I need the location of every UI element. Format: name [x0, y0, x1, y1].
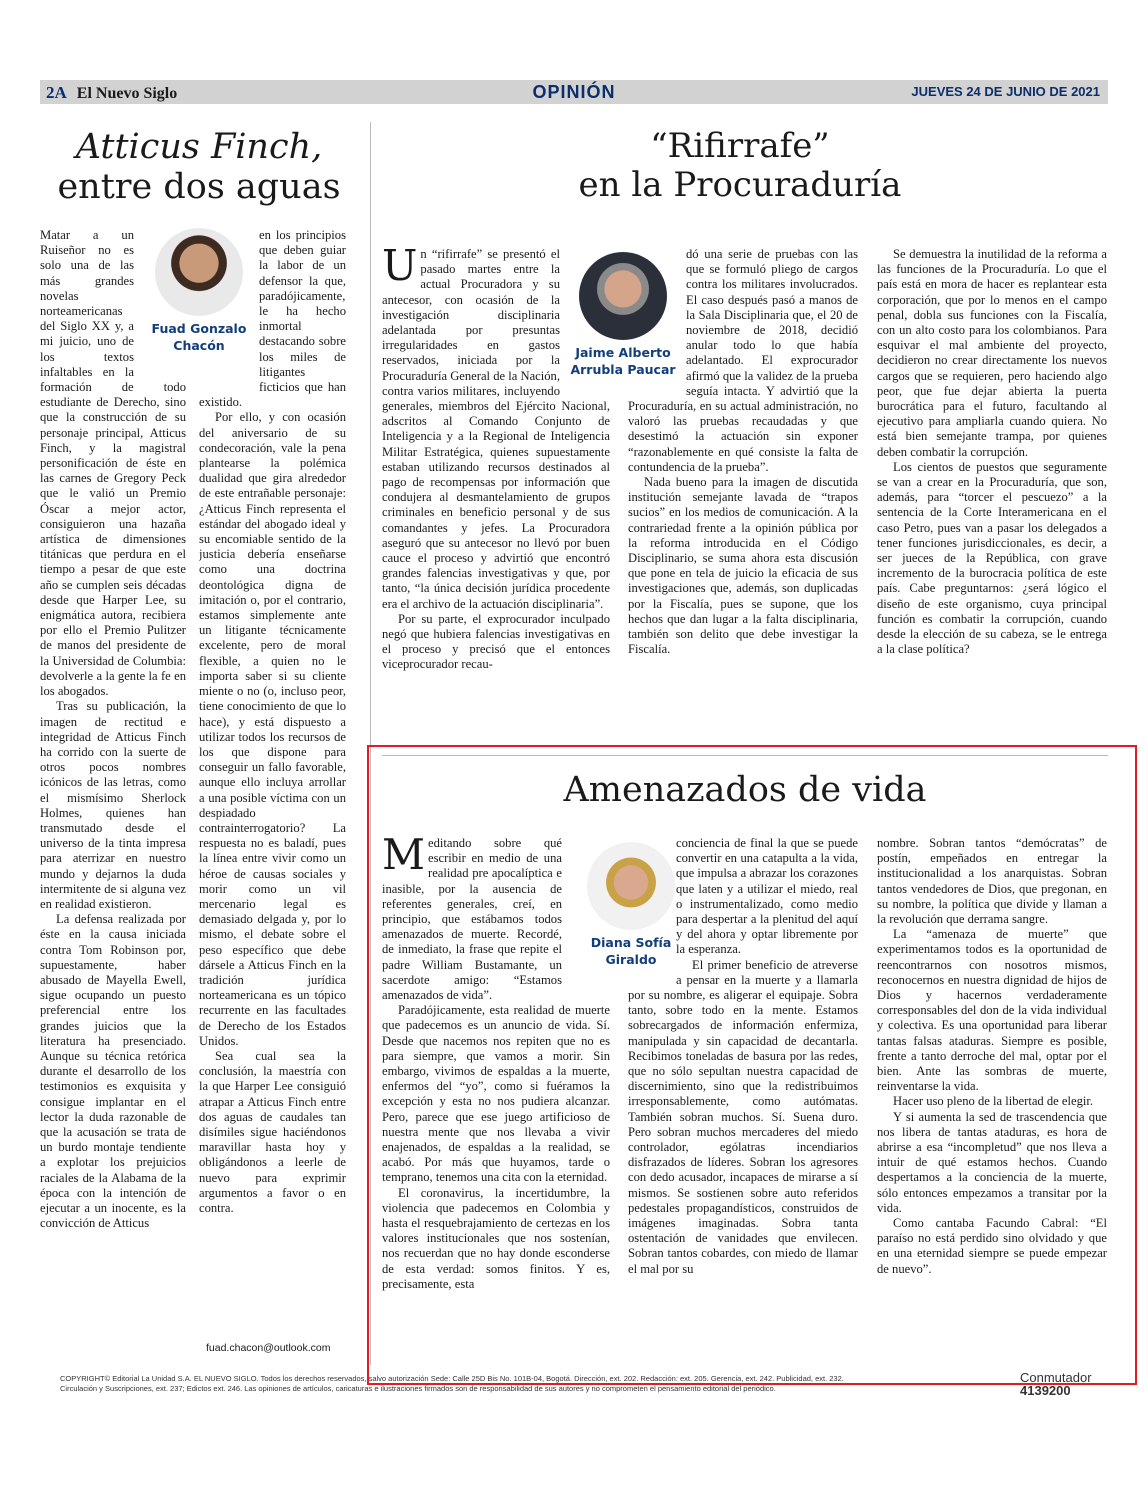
article-2-title-line2: en la Procuraduría: [578, 165, 902, 206]
paragraph: Nada bueno para la imagen de discutida institución semejante lavada de “trapos sucios” en los medios de comunicación. A la contrariedad frente a la opinión pública por la reforma introducida en el Código Disciplinario, se suma ahora esta discusión que pone en tela de juicio la eficacia de sus investigaciones que, además, son duplicadas por la Fiscalía, pues se supone, que los hechos que dan lugar a la falta disciplinaria, también son delito que debe investigar la Fiscalía.: [628, 475, 858, 657]
paragraph: Paradójicamente, esta realidad de muerte que padecemos es un anuncio de vida. Sí. Desde que nacemos nos repiten que no es para siempre, que vamos a morir. Sin embargo, vivimos de espaldas a la muerte, enfermos del “yo”, como si fuéramos la excepción y esta no nos pudiera alcanzar. Pero, parece que ese juego artificioso de nuestra mente que nos llevaba a vivir enajenados, de espaldas a la realidad, se acabó. Por más que huyamos, tarde o temprano, tenemos una cita con la eternidad.: [382, 1003, 610, 1185]
paragraph: Por ello, y con ocasión del aniversario de su condecoración, vale la pena plantearse la polémica dualidad que gira alrededor de este entrañable personaje: ¿Atticus Finch representa el estándar del abogado ideal y su encomiable sentido de la justicia debería enseñarse como una doctrina deontológica digna de imitación o, por el contrario, estamos simplemente ante un litigante técnicamente excelente, pero de moral flexible, a quien no le importa saber si su cliente miente o no (o, incluso peor, tiene conocimiento de que lo hace), y está dispuesto a utilizar todos los recursos de los que dispone para conseguir un fallo favorable, aunque ello incluya arrollar a una posible víctima con un despiadado contrainterrogatorio? La respuesta no es baladí, pues la línea entre vivir como un héroe de causas sociales y morir como un vil mercenario legal es demasiado delgada y, por lo mismo, el debate sobre el peso específico que debe dársele a Atticus Finch en la tradición jurídica norteamericana es un tópico recurrente en las facultades de Derecho de los Estados Unidos.: [199, 410, 346, 1048]
paragraph: El coronavirus, la incertidumbre, la violencia que padecemos en Colombia y hasta el resquebrajamiento de certezas en los valores institucionales que nos sostenían, nos recuerdan que no hay donde esconderse de esta verdad: somos finitos. Y es, precisamente, esta: [382, 1185, 610, 1291]
author-name-line1: Diana Sofía: [590, 935, 672, 950]
paragraph: nombre. Sobran tantos “demócratas” de postín, empeñados en entregar la institucionalidad a los anarquistas. Sobran tantos vendedores de Dios, que pregonan, en su nombre, la política que divide y llaman a la revolución que derrama sangre.: [877, 836, 1107, 927]
footer-line-2: Circulación y Suscripciones, ext. 237; Edictos ext. 246. Las opiniones de artículos, caricaturas e ilustraciones firmados son de responsabilidad de sus autores y no comprometen el pensamiento editorial del periódico.: [60, 1384, 776, 1393]
page-number: 2A: [46, 83, 67, 102]
paragraph: Un “rifirrafe” se presentó el pasado martes entre la actual Procuradora y su antecesor, con ocasión de la investigación disciplinaria adelantada por presuntas irregularidades en gastos reservados, iniciada por la Procuraduría General de la Nación, contra varios militares, incluyendo generales, miembros del Ejército Nacional, adscritos al Comando Conjunto de Inteligencia y a la Regional de Inteligencia Militar Estratégica, quienes supuestamente estaban utilizando recursos destinados al pago de recompensas por información que condujera al desmantelamiento de grupos criminales en beneficio personal y de sus comandantes y jefes. La Procuradora aseguró que su antecesor no llevó por buen cauce el proceso y advirtió que encontró grandes falencias investigativas y que, por tanto, “la única decisión jurídica procedente era el archivo de la actuación disciplinaria”.: [382, 247, 610, 611]
article-2-column-3: [877, 247, 1107, 725]
author-name-line2: Chacón: [173, 338, 225, 353]
paragraph: conciencia de final la que se puede convertir en una catapulta a la vida, que impulsa a abrazar los corazones que laten y a utilizar el miedo, real o instrumentalizado, como medio para despertar a la plenitud del aquí y del ahora y optar libremente por la esperanza.: [676, 836, 858, 957]
article-1-column-2: [199, 228, 346, 1338]
issue-date: JUEVES 24 DE JUNIO DE 2021: [911, 84, 1100, 99]
article-2-column-1: [382, 247, 610, 725]
paragraph: Y si aumenta la sed de trascendencia que nos libera de tantas ataduras, es hora de abrirse a esa “incompletud” que nos lleva a intuir de qué estamos hechos. Cuando despertamos a la conciencia de la muerte, sólo entonces empezamos a transitar por la vida.: [877, 1109, 1107, 1215]
paragraph: Como cantaba Facundo Cabral: “El paraíso no está perdido sino olvidado y que en una eternidad siempre se puede empezar de nuevo”.: [877, 1216, 1107, 1276]
paragraph: La defensa realizada por éste en la causa iniciada contra Tom Robinson por, supuestamente, haber abusado de Mayella Ewell, sigue ocupando un puesto preferencial entre los grandes juicios que la literatura ha presenciado. Aunque su técnica retórica durante el desarrollo de los testimonios es exquisita y consigue implantar en el lector la duda razonable de que la acusación se trata de un burdo montaje tendiente a explotar los prejuicios raciales de la Alabama de la época con la intención de ejecutar a un inocente, es la convicción de Atticus: [40, 912, 186, 1231]
paragraph: El primer beneficio de atreverse a pensar en la muerte y a llamarla por su nombre, es aligerar el equipaje. Sobra tanto, sobre todo en la mente. Estamos sobrecargados de información enfermiza, manipulada y sin capacidad de decantarla. Recibimos toneladas de basura por las redes, que no sólo sepultan nuestra capacidad de discernimiento, sino que la redistribuimos irresponsablemente, como autómatas. También sobran muchos. Sí. Suena duro. Pero sobran muchos mercaderes del miedo controlador, ególatras incendiarios disfrazados de líderes. Sobran los agresores con dedo acusador, incapaces de mirarse a sí mismos. Se sostienen sobre auto referidos pedestales propagandísticos, construidos de imágenes imaginadas. Sobra tanta ostentación de vanidades que envilecen. Sobran tantos cobardes, con miedo de llamar el mal por su: [628, 957, 858, 1276]
paragraph: Sea cual sea la conclusión, la maestría con la que Harper Lee consiguió atrapar a Atticus Finch entre dos aguas de caudales tan disímiles sigue haciéndonos maravillar hasta hoy y obligándonos a leerle de nuevo para exprimir argumentos a favor o en contra.: [199, 1048, 346, 1215]
article-1-column-1: [40, 228, 186, 1358]
paragraph: Se demuestra la inutilidad de la reforma a las funciones de la Procuraduría. Lo que el país está en mora de hacer es replantear esta corporación, que por lo menos en el campo penal, dobla sus funciones con la Fiscalía, con un alto costo para los colombianos. Para esquivar el mal ambiente del proyecto, decidieron no crear directamente los nuevos cargos que se requieren, pero haciendo algo peor, que fue dejar abierta la puerta burocrática para el futuro, facultando al ejecutivo para ampliarla cuando quiera. No está bien semejante trampa, por quienes deben combatir la corrupción.: [877, 247, 1107, 459]
section-title: OPINIÓN: [532, 82, 616, 102]
paragraph: Hacer uso pleno de la libertad de elegir.: [893, 1094, 1094, 1109]
paragraph: Los cientos de puestos que seguramente se van a crear en la Procuraduría, que son, además, para “torcer el pescuezo” a la sentencia de la Corte Interamericana en el caso Petro, pues van a pasar los delegados a tener funciones jurisdiccionales, es decir, a ser jueces de la República, con grave incremento de la burocracia política de este país. Cabe preguntarnos: ¿será lógico el diseño de este organismo, cuya principal función es combatir la corrupción, cuando desde la elección de su cabeza, se le entrega a la clase política?: [877, 459, 1107, 657]
paragraph: Tras su publicación, la imagen de rectitud e integridad de Atticus Finch ha corrido con la suerte de otros pocos nombres icónicos de las letras, como el mismísimo Sherlock Holmes, quienes han transmutado desde el universo de la tinta impresa para aterrizar en nuestro mundo y dejarnos la duda intermitente de si alguna vez en realidad existieron.: [40, 699, 186, 911]
newspaper-name: El Nuevo Siglo: [76, 85, 178, 102]
author-name-line1: Jaime Alberto: [575, 345, 671, 360]
paragraph: Matar a un Ruiseñor no es solo una de las más grandes novelas norteamericanas del Siglo XX y, a mi juicio, uno de los textos infaltables en la formación de todo estudiante de Derecho, sino que la construcción de su personaje principal, Atticus Finch, y la magistral personificación de éste en las carnes de Gregory Peck que le valió un Premio Óscar a mejor actor, consiguieron una hazaña artística de dimensiones titánicas que perdura en el tiempo a pesar de que este año se cumplen seis décadas desde que Harper Lee, su enigmática autora, recibiera por ello el Premio Pulitzer de manos del presidente de la Universidad de Columbia: devolverle a la gente la fe en los abogados.: [40, 228, 186, 699]
highlight-box: [367, 745, 1137, 1385]
paragraph: Meditando sobre qué escribir en medio de una realidad pre apocalíptica e inasible, por la ausencia de referentes generales, creí, en principio, que estábamos todos amenazados de muerte. Recordé, de inmediato, la frase que repite el padre William Bustamante, un sacerdote amigo: “Estamos amenazados de vida”.: [382, 836, 562, 1003]
author-email[interactable]: fuad.chacon@outlook.com: [206, 1342, 331, 1354]
article-1-title-line1: Atticus Finch,: [75, 127, 323, 167]
footer-line-1: COPYRIGHT© Editorial La Unidad S.A. EL NUEVO SIGLO. Todos los derechos reservados, salvo autorización Sede: Calle 25D Bis No. 101B-04, Bogotá. Dirección, ext. 202. Redacción: ext. 205. Gerencia, ext. 242. Publicidad, ext. 232.: [60, 1374, 844, 1383]
article-2-headline: [400, 127, 1080, 205]
author-name-line2: Arrubla Paucar: [570, 362, 676, 377]
author-name-line2: Giraldo: [605, 952, 657, 967]
paragraph: dó una serie de pruebas con las que se formuló pliego de cargos contra los militares involucrados. El caso después pasó a manos de la Sala Disciplinaria que, el 20 de noviembre de 2018, decidió anular todo lo que había adelantado. El exprocurador afirmó que la validez de la prueba seguía intacta. Y advirtió que la Procuraduría, en su actual administración, no valoró las pruebas recaudadas y que desestimó la actuación sin exponer “razonablemente en qué consiste la falta de contundencia de la prueba”.: [628, 247, 858, 474]
paragraph: en los principios que deben guiar la labor de un defensor la que, paradójicamente, le ha hecho inmortal destacando sobre los miles de litigantes ficticios que han existido.: [199, 228, 346, 410]
page-header: [40, 80, 1108, 104]
article-2-column-2: [628, 247, 858, 725]
article-2-title-line1: “Rifirrafe”: [650, 126, 830, 166]
copyright-footer: [60, 1374, 1020, 1394]
switchboard-label: Conmutador: [1020, 1370, 1092, 1385]
switchboard-number: 4139200: [1020, 1383, 1071, 1398]
article-1-headline: [40, 127, 358, 208]
article-3-headline: Amenazados de vida: [563, 770, 927, 810]
article-1-title-line2: entre dos aguas: [57, 167, 341, 208]
paragraph: La “amenaza de muerte” que experimentamos todos es la oportunidad de reencontrarnos con nosotros mismos, reconocernos en nuestra dignidad de hijos de Dios y hacernos verdaderamente corresponsables del don de la vida individual y colectiva. Es una oportunidad para liberar tantas falsas ataduras. Siempre es posible, frente a tanto derroche del mal, optar por el bien. Ante las sombras de muerte, reinventarse la vida.: [877, 927, 1107, 1094]
paragraph: Por su parte, el exprocurador inculpado negó que hubiera falencias investigativas en el proceso y precisó que el entonces viceprocurador recau-: [382, 611, 610, 672]
author-name-line1: Fuad Gonzalo: [151, 321, 247, 336]
